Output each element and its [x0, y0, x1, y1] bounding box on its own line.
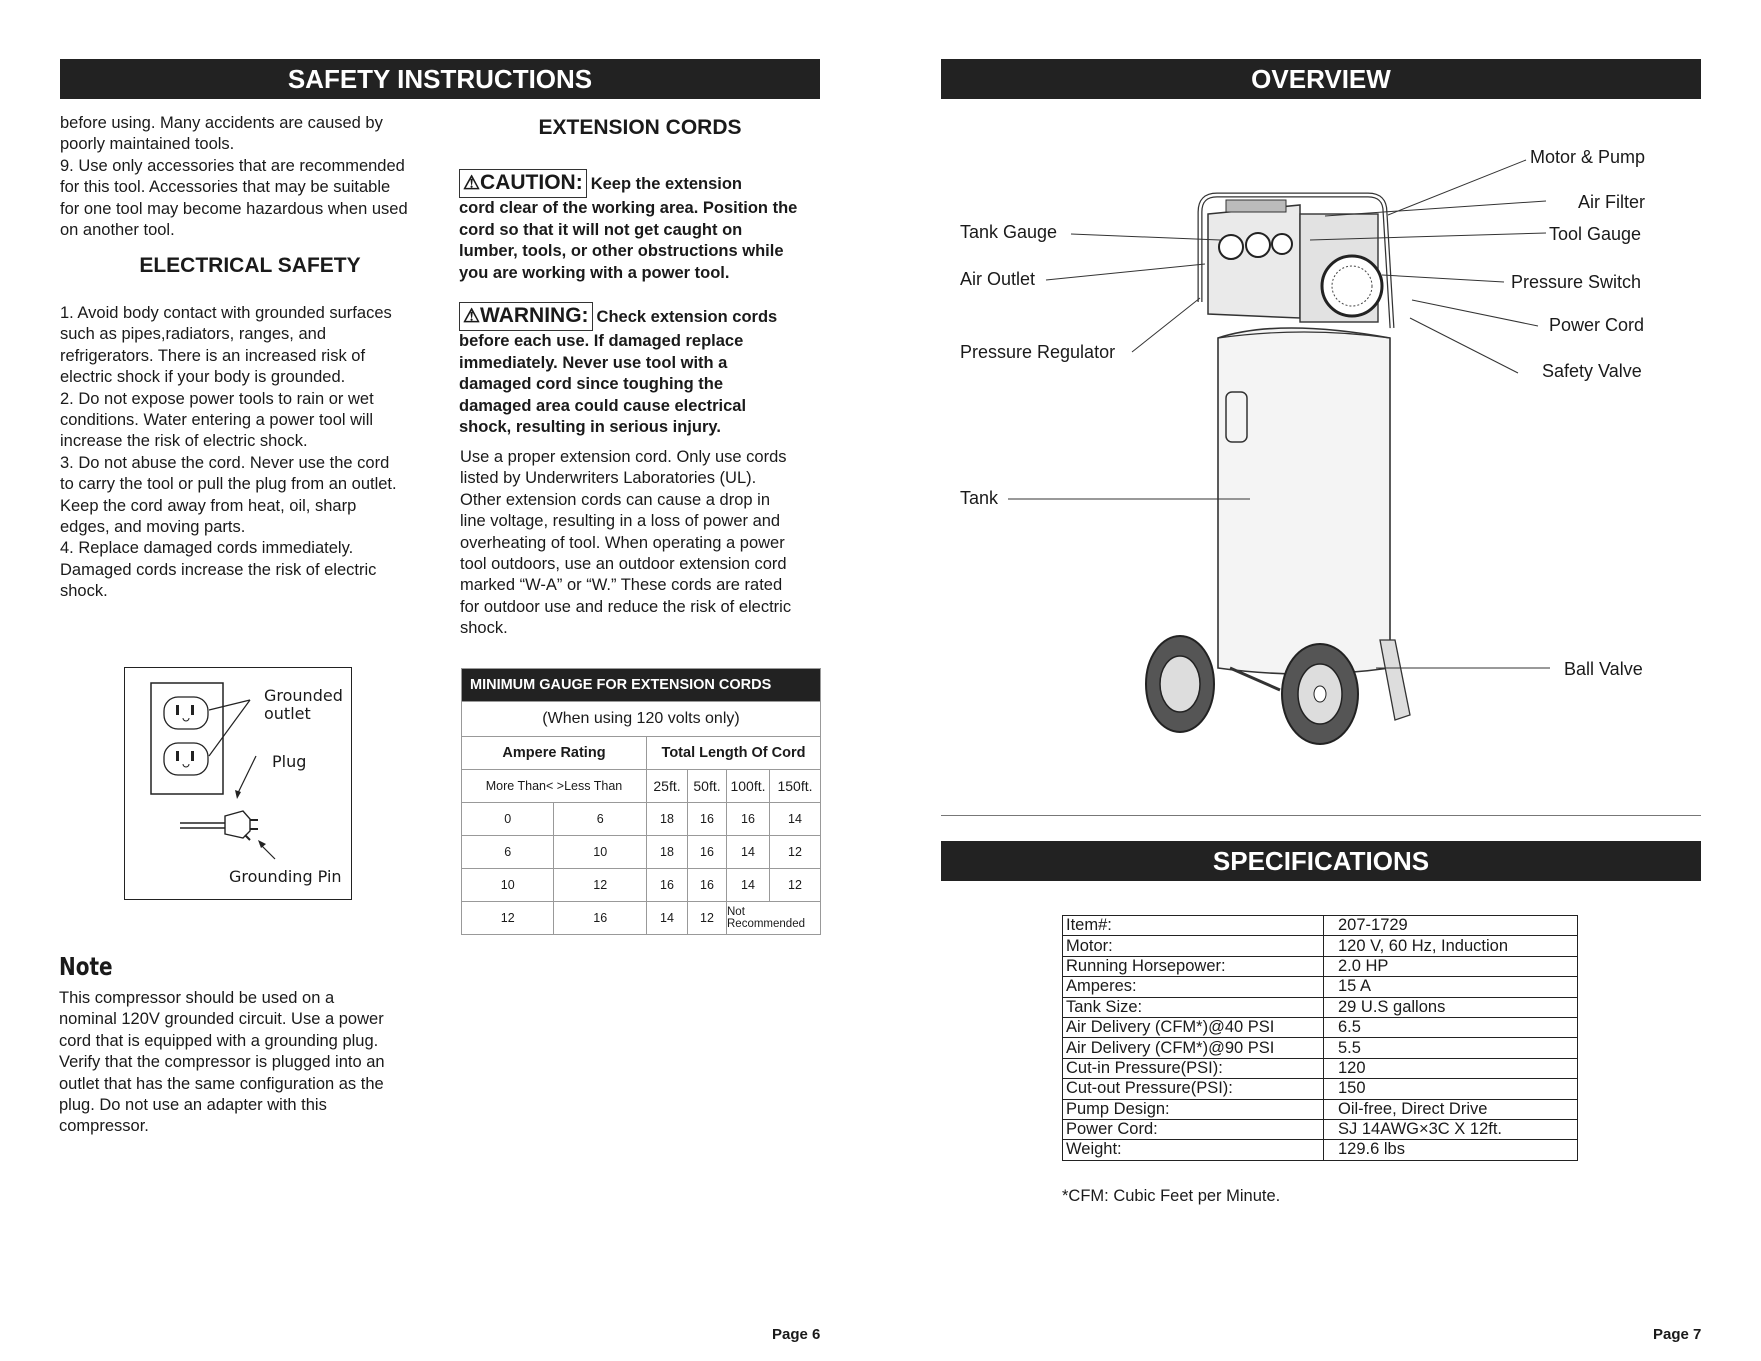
text-line: immediately. Never use tool with a: [459, 353, 728, 372]
table-row: [462, 836, 821, 869]
text-line: increase the risk of electric shock.: [60, 432, 308, 451]
table-cell: 12: [688, 902, 727, 935]
spec-row: [1063, 1058, 1578, 1078]
text-line: damaged area could cause electrical: [459, 396, 747, 415]
spec-name: Weight:: [1063, 1140, 1324, 1160]
length-header: 100ft.: [727, 770, 770, 803]
text-line: 9. Use only accessories that are recommended: [60, 156, 405, 175]
text-line: Damaged cords increase the risk of electric: [60, 560, 377, 579]
text-line: Use a proper extension cord. Only use cords: [460, 448, 787, 466]
pressure-switch-label: Pressure Switch: [1511, 272, 1642, 292]
text-line: shock.: [460, 619, 508, 638]
table-cell: 10: [462, 869, 554, 902]
table-cell: 16: [727, 803, 770, 836]
table-cell: 14: [647, 902, 688, 935]
spec-row: [1063, 1038, 1578, 1058]
section-divider: [941, 815, 1701, 816]
total-length-header: Total Length Of Cord: [647, 737, 821, 770]
specifications-banner: SPECIFICATIONS: [941, 841, 1701, 881]
gauge-table-title: MINIMUM GAUGE FOR EXTENSION CORDS: [462, 669, 821, 702]
spec-row: [1063, 1099, 1578, 1119]
table-cell: 16: [554, 902, 647, 935]
spec-name: Amperes:: [1063, 977, 1324, 997]
ampere-rating-header: Ampere Rating: [462, 737, 647, 770]
warning-triangle-icon: ⚠: [463, 306, 481, 327]
grounding-pin-label: Grounding Pin: [229, 867, 342, 886]
table-cell: Not Recommended: [727, 902, 821, 935]
page-number-right: Page 7: [1653, 1326, 1702, 1343]
text-line: marked “W-A” or “W.” These cords are rated: [460, 576, 783, 595]
pressure-regulator-label: Pressure Regulator: [960, 342, 1116, 362]
spec-value: 29 U.S gallons: [1324, 997, 1578, 1017]
tool-gauge-label: Tool Gauge: [1549, 224, 1642, 244]
spec-row: [1063, 1017, 1578, 1037]
text-line: such as pipes,radiators, ranges, and: [60, 325, 326, 344]
air-outlet-label: Air Outlet: [960, 269, 1036, 289]
text-line: 1. Avoid body contact with grounded surfaces: [60, 304, 392, 322]
table-cell: 12: [770, 869, 821, 902]
table-cell: 6: [462, 836, 554, 869]
table-cell: 14: [770, 803, 821, 836]
spec-name: Running Horsepower:: [1063, 956, 1324, 976]
text-line: Keep the cord away from heat, oil, sharp: [60, 496, 357, 515]
spec-name: Motor:: [1063, 936, 1324, 956]
text-line: lumber, tools, or other obstructions while: [459, 242, 784, 260]
spec-row: [1063, 997, 1578, 1017]
spec-value: SJ 14AWG×3C X 12ft.: [1324, 1119, 1578, 1139]
warning-triangle-icon: ⚠: [463, 173, 481, 194]
text-line: electric shock if your body is grounded.: [60, 368, 346, 387]
spec-name: Air Delivery (CFM*)@40 PSI: [1063, 1017, 1324, 1037]
safety-instructions-banner: SAFETY INSTRUCTIONS: [60, 59, 820, 99]
caution-badge: ⚠CAUTION:: [459, 169, 587, 198]
spec-value: 5.5: [1324, 1038, 1578, 1058]
table-row: [462, 902, 821, 935]
spec-name: Cut-out Pressure(PSI):: [1063, 1079, 1324, 1099]
length-header: 150ft.: [770, 770, 821, 803]
text-line: poorly maintained tools.: [60, 135, 235, 154]
spec-value: 129.6 lbs: [1324, 1140, 1578, 1160]
spec-value: Oil-free, Direct Drive: [1324, 1099, 1578, 1119]
text-line: for this tool. Accessories that may be suitable: [60, 178, 391, 197]
table-cell: 18: [647, 803, 688, 836]
spec-name: Air Delivery (CFM*)@90 PSI: [1063, 1038, 1324, 1058]
power-cord-label: Power Cord: [1549, 315, 1645, 335]
text-line: cord so that it will not get caught on: [459, 220, 743, 239]
motor-pump-label: Motor & Pump: [1530, 147, 1646, 167]
spec-name: Item#:: [1063, 916, 1324, 936]
text-line: line voltage, resulting in a loss of power and: [460, 512, 781, 531]
warning-badge: ⚠WARNING:: [459, 302, 593, 331]
gauge-table-subtitle: (When using 120 volts only): [462, 702, 821, 737]
table-cell: 10: [554, 836, 647, 869]
table-cell: 12: [462, 902, 554, 935]
safety-valve-label: Safety Valve: [1542, 361, 1642, 381]
text-line: refrigerators. There is an increased risk of: [60, 346, 366, 365]
table-cell: 6: [554, 803, 647, 836]
text-line: cord that is equipped with a grounding plug.: [59, 1031, 379, 1050]
text-line: damaged cord since toughing the: [459, 375, 724, 393]
text-line: listed by Underwriters Laboratories (UL).: [460, 469, 757, 488]
text-line: This compressor should be used on a: [59, 989, 335, 1007]
grounded-label: Grounded: [264, 686, 343, 705]
spec-row: [1063, 936, 1578, 956]
page-number-left: Page 6: [772, 1326, 821, 1343]
text-line: 4. Replace damaged cords immediately.: [60, 539, 354, 558]
ball-valve-label: Ball Valve: [1564, 659, 1643, 679]
air-filter-label: Air Filter: [1578, 192, 1645, 212]
text-line: Keep the extension: [590, 175, 742, 193]
table-cell: 12: [770, 836, 821, 869]
text-line: outlet that has the same configuration as the: [59, 1074, 384, 1093]
overview-banner: OVERVIEW: [941, 59, 1701, 99]
extension-cords-heading: EXTENSION CORDS: [538, 116, 742, 139]
text-line: edges, and moving parts.: [60, 518, 246, 537]
text-line: to carry the tool or pull the plug from an outlet.: [60, 475, 397, 494]
spec-value: 120: [1324, 1058, 1578, 1078]
table-cell: 12: [554, 869, 647, 902]
text-line: nominal 120V grounded circuit. Use a power: [59, 1010, 384, 1029]
note-text: [59, 988, 449, 1138]
text-line: Other extension cords can cause a drop in: [460, 490, 771, 509]
outlet-label: outlet: [264, 704, 311, 723]
table-cell: 0: [462, 803, 554, 836]
spec-value: 207-1729: [1324, 916, 1578, 936]
spec-row: [1063, 977, 1578, 997]
text-line: shock, resulting in serious injury.: [459, 418, 721, 436]
text-line: Check extension cords: [596, 308, 778, 326]
spec-row: [1063, 916, 1578, 936]
spec-value: 120 V, 60 Hz, Induction: [1324, 936, 1578, 956]
text-line: tool outdoors, use an outdoor extension cord: [460, 555, 787, 574]
table-cell: 18: [647, 836, 688, 869]
table-cell: 16: [688, 836, 727, 869]
text-line: compressor.: [59, 1117, 149, 1136]
spec-row: [1063, 956, 1578, 976]
table-cell: 14: [727, 869, 770, 902]
text-line: before each use. If damaged replace: [459, 332, 744, 350]
tank-gauge-label: Tank Gauge: [960, 222, 1058, 242]
text-line: overheating of tool. When operating a power: [460, 533, 785, 552]
spec-value: 150: [1324, 1079, 1578, 1099]
table-cell: 14: [727, 836, 770, 869]
text-line: you are working with a power tool.: [459, 263, 730, 282]
text-line: cord clear of the working area. Position the: [459, 199, 798, 217]
spec-name: Cut-in Pressure(PSI):: [1063, 1058, 1324, 1078]
text-line: conditions. Water entering a power tool will: [60, 411, 374, 430]
table-cell: 16: [688, 869, 727, 902]
table-cell: 16: [688, 803, 727, 836]
length-header: 50ft.: [688, 770, 727, 803]
spec-value: 2.0 HP: [1324, 956, 1578, 976]
note-heading: Note: [59, 952, 113, 981]
length-header: 25ft.: [647, 770, 688, 803]
electrical-safety-heading: ELECTRICAL SAFETY: [139, 254, 361, 277]
table-row: [462, 803, 821, 836]
spec-value: 6.5: [1324, 1017, 1578, 1037]
text-line: on another tool.: [60, 221, 175, 240]
table-row: [462, 869, 821, 902]
spec-name: Pump Design:: [1063, 1099, 1324, 1119]
spec-row: [1063, 1079, 1578, 1099]
text-line: for one tool may become hazardous when used: [60, 199, 408, 218]
text-line: before using. Many accidents are caused by: [60, 114, 383, 132]
specifications-table: [1062, 915, 1578, 1161]
spec-row: [1063, 1140, 1578, 1160]
tank-label: Tank: [960, 488, 999, 508]
cfm-footnote: *CFM: Cubic Feet per Minute.: [1062, 1187, 1281, 1205]
spec-name: Power Cord:: [1063, 1119, 1324, 1139]
text-line: shock.: [60, 582, 108, 601]
plug-label: Plug: [272, 752, 307, 771]
text-line: Verify that the compressor is plugged into an: [59, 1053, 385, 1072]
spec-row: [1063, 1119, 1578, 1139]
text-line: 3. Do not abuse the cord. Never use the cord: [60, 453, 390, 472]
spec-name: Tank Size:: [1063, 997, 1324, 1017]
text-line: 2. Do not expose power tools to rain or wet: [60, 389, 374, 408]
more-less-subheader: More Than< >Less Than: [462, 770, 647, 803]
spec-value: 15 A: [1324, 977, 1578, 997]
table-cell: 16: [647, 869, 688, 902]
text-line: for outdoor use and reduce the risk of electric: [460, 597, 792, 616]
text-line: plug. Do not use an adapter with this: [59, 1096, 327, 1115]
